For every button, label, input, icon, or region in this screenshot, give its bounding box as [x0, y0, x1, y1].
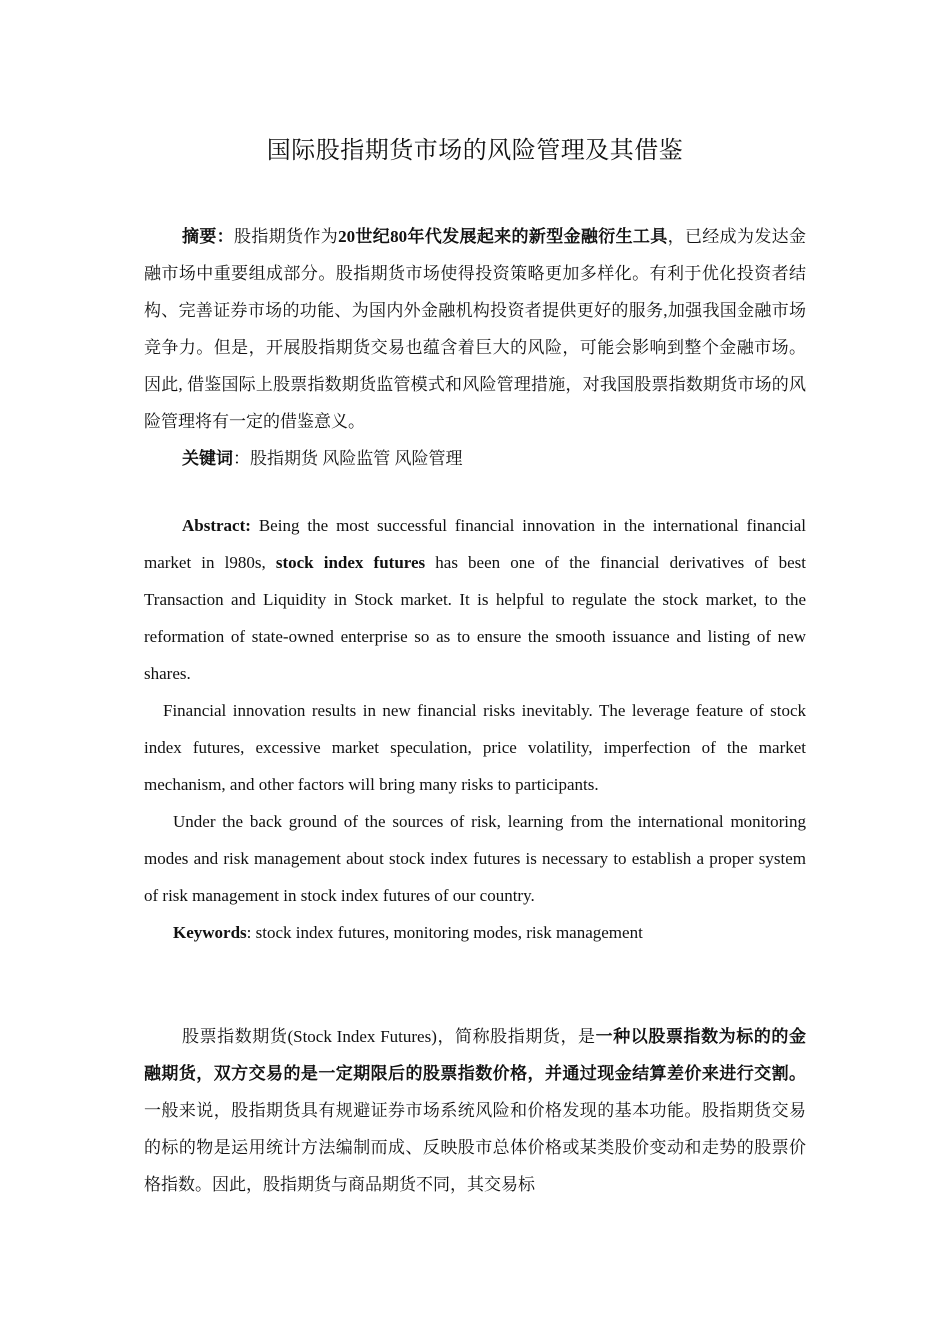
abstract-en-para-3: Under the back ground of the sources of risk, learning from the international monitoring modes and risk management about stock index futures is necessary to establish a proper system of risk management in stock index futures of our country. [144, 812, 806, 905]
keywords-cn [144, 440, 806, 477]
abstract-en [144, 507, 806, 951]
abstract-en-text-2: has been one of the financial derivatives of best Transaction and Liquidity in Stock market. It is helpful to regulate the stock market, to the reformation of state-owned enterprise so as to ensure the smooth issuance and listing of new shares. [144, 553, 806, 683]
body-bold: 一种以股票指数为标的的金融期货，双方交易的是一定期限后的股票指数价格，并通过现金结算差价来进行交割。 [144, 1027, 806, 1083]
abstract-en-text-1: Being the most successful financial innovation in the international financial market in l980s, [144, 516, 806, 572]
keywords-cn-label: 关键词 [182, 449, 233, 468]
abstract-cn [144, 218, 806, 477]
abstract-cn-label: 摘要： [182, 227, 235, 246]
abstract-en-bold: stock index futures [275, 553, 426, 572]
keywords-en [144, 914, 806, 951]
keywords-en-text: : stock index futures, monitoring modes, risk management [246, 923, 643, 942]
paper-title: 国际股指期货市场的风险管理及其借鉴 [266, 138, 684, 164]
abstract-cn-text-1: 股指期货作为 [234, 227, 339, 246]
abstract-cn-text-2: ，已经成为发达金融市场中重要组成部分。股指期货市场使得投资策略更加多样化。有利于优化投资者结构、完善证券市场的功能、为国内外金融机构投资者提供更好的服务,加强我国金融市场竞争力。但是，开展股指期货交易也蕴含着巨大的风险，可能会影响到整个金融市场。因此, 借鉴国际上股票指数期货监管模式和风险管理措施，对我国股票指数期货市场的风险管理将有一定的借鉴意义。 [144, 227, 807, 431]
body-text-1: 股票指数期货(Stock Index Futures)，简称股指期货，是 [182, 1027, 596, 1046]
body-text-2: 一般来说，股指期货具有规避证券市场系统风险和价格发现的基本功能。股指期货交易的标的物是运用统计方法编制而成、反映股市总体价格或某类股价变动和走势的股票价格指数。因此，股指期货与商品期货不同，其交易标 [144, 1101, 806, 1194]
abstract-en-para-2: Financial innovation results in new financial risks inevitably. The leverage feature of stock index futures, excessive market speculation, price volatility, imperfection of the market mechanism, and other factors will bring many risks to participants. [144, 701, 806, 794]
keywords-en-label: Keywords [173, 923, 247, 942]
keywords-cn-colon: ： [233, 449, 250, 468]
abstract-en-label: Abstract: [182, 516, 251, 535]
abstract-cn-bold: 20世纪80年代发展起来的新型金融衍生工具 [338, 227, 668, 246]
body-paragraph [144, 1018, 806, 1203]
keywords-cn-text: 股指期货 风险监管 风险管理 [250, 449, 463, 468]
